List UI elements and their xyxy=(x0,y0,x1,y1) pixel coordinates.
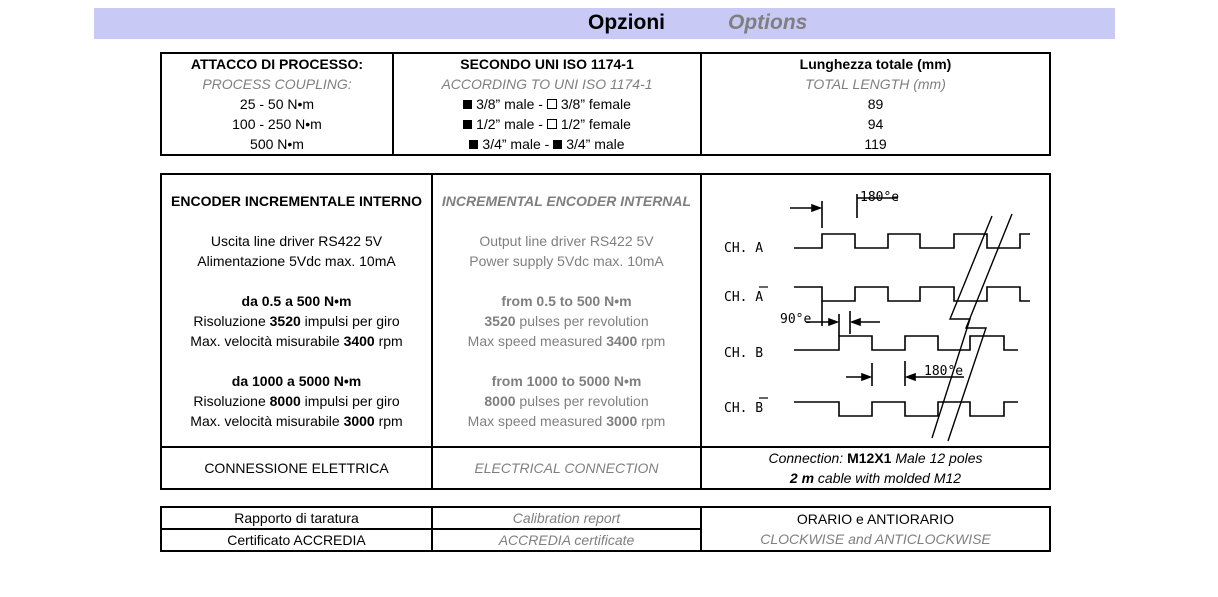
encoder-title-en: INCREMENTAL ENCODER INTERNAL xyxy=(441,192,692,209)
ch-b-label: CH. B xyxy=(724,346,764,361)
range1-title-it: da 0.5 a 500 N•m xyxy=(241,292,352,309)
length-value: 94 xyxy=(867,116,884,132)
ch-b-bar-label: CH. B xyxy=(724,401,764,416)
encoder-table xyxy=(160,173,1051,490)
banner-title-it: Opzioni xyxy=(588,11,665,34)
arrowhead xyxy=(852,319,860,325)
length-value: 119 xyxy=(864,136,887,152)
connection-spec-line2: 2 m cable with molded M12 xyxy=(789,470,962,486)
filled-square-icon xyxy=(463,120,472,129)
filled-square-icon xyxy=(463,100,472,109)
empty-square-icon xyxy=(547,99,557,109)
encoder-title-it: ENCODER INCREMENTALE INTERNO xyxy=(171,192,422,209)
arrowhead xyxy=(862,374,870,380)
accredia-certificate-en: ACCREDIA certificate xyxy=(432,529,701,551)
encoder-output-it: Uscita line driver RS422 5V xyxy=(210,232,383,249)
range1-title-en: from 0.5 to 500 N•m xyxy=(501,292,632,309)
encoder-waveform-diagram xyxy=(702,176,1047,445)
calibration-report-it: Rapporto di taratura xyxy=(161,507,432,529)
filled-square-icon xyxy=(553,140,562,149)
rotation-direction-en: CLOCKWISE and ANTICLOCKWISE xyxy=(760,531,991,547)
encoder-supply-it: Alimentazione 5Vdc max. 10mA xyxy=(197,252,396,269)
angle-label-top: 180°e xyxy=(860,190,900,205)
standard-title-it: SECONDO UNI ISO 1174-1 xyxy=(460,56,634,72)
range2-resolution-it: Risoluzione 8000 impulsi per giro xyxy=(193,392,400,409)
length-title-it: Lunghezza totale (mm) xyxy=(799,56,952,72)
coupling-range: 100 - 250 N•m xyxy=(232,116,322,132)
ch-a-bar-label: CH. A xyxy=(724,290,764,305)
range1-resolution-en: 3520 pulses per revolution xyxy=(484,312,649,329)
thread-male: 3/8” male - xyxy=(476,96,547,112)
encoder-waveform-cell xyxy=(701,174,1050,447)
thread-second: 3/4” male xyxy=(566,136,625,152)
arrowhead xyxy=(829,319,837,325)
calibration-report-en: Calibration report xyxy=(432,507,701,529)
range2-resolution-en: 8000 pulses per revolution xyxy=(484,392,649,409)
waveform-ch-a-bar xyxy=(794,287,1030,301)
range2-title-it: da 1000 a 5000 N•m xyxy=(231,372,362,389)
connection-spec-line1: Connection: M12X1 Male 12 poles xyxy=(768,450,983,466)
thread-row xyxy=(394,134,700,154)
ch-a-label: CH. A xyxy=(724,241,764,256)
thread-row xyxy=(394,94,700,114)
rotation-direction-it: ORARIO e ANTIORARIO xyxy=(796,511,955,527)
range1-speed-en: Max speed measured 3400 rpm xyxy=(467,332,666,349)
range2-title-en: from 1000 to 5000 N•m xyxy=(491,372,642,389)
thread-second: 3/8” female xyxy=(560,96,631,112)
range1-speed-it: Max. velocità misurabile 3400 rpm xyxy=(190,332,403,349)
thread-row xyxy=(394,114,700,134)
connection-it xyxy=(161,447,432,489)
connection-title-it: CONNESSIONE ELETTRICA xyxy=(204,460,389,476)
thread-male: 1/2” male - xyxy=(476,116,547,132)
empty-square-icon xyxy=(547,119,557,129)
angle-label-low: 180°e xyxy=(924,364,964,379)
calibration-table xyxy=(160,506,1051,552)
arrowhead xyxy=(907,374,915,380)
angle-label-mid: 90°e xyxy=(780,312,812,327)
filled-square-icon xyxy=(469,140,478,149)
waveform-ch-b-bar xyxy=(794,402,1018,416)
length-title-en: TOTAL LENGTH (mm) xyxy=(805,76,946,92)
connection-title-en: ELECTRICAL CONNECTION xyxy=(474,460,659,476)
range2-speed-en: Max speed measured 3000 rpm xyxy=(467,412,666,429)
process-coupling-title-en: PROCESS COUPLING: xyxy=(202,76,352,92)
accredia-certificate-it: Certificato ACCREDIA xyxy=(161,529,432,551)
arrowhead xyxy=(812,205,820,211)
break-line xyxy=(932,216,992,438)
coupling-col-length xyxy=(701,53,1050,155)
coupling-range: 500 N•m xyxy=(250,136,304,152)
coupling-col-process xyxy=(161,53,393,155)
range1-resolution-it: Risoluzione 3520 impulsi per giro xyxy=(193,312,400,329)
waveform-ch-b xyxy=(794,336,1018,350)
process-coupling-title-it: ATTACCO DI PROCESSO: xyxy=(190,56,364,72)
options-banner xyxy=(94,8,1115,39)
encoder-col-en xyxy=(432,174,701,447)
thread-second: 1/2” female xyxy=(560,116,631,132)
standard-title-en: ACCORDING TO UNI ISO 1174-1 xyxy=(441,76,653,92)
connection-spec xyxy=(701,447,1050,489)
coupling-range: 25 - 50 N•m xyxy=(239,96,315,112)
encoder-output-en: Output line driver RS422 5V xyxy=(479,232,654,249)
thread-male: 3/4” male - xyxy=(482,136,554,152)
range2-speed-it: Max. velocità misurabile 3000 rpm xyxy=(190,412,403,429)
length-value: 89 xyxy=(867,96,884,112)
banner-title-en: Options xyxy=(728,11,808,34)
rotation-direction-cell xyxy=(701,507,1050,551)
connection-en xyxy=(432,447,701,489)
encoder-col-it xyxy=(161,174,432,447)
coupling-table xyxy=(160,52,1051,156)
coupling-col-standard xyxy=(393,53,701,155)
encoder-supply-en: Power supply 5Vdc max. 10mA xyxy=(469,252,664,269)
waveform-ch-a xyxy=(794,234,1030,248)
